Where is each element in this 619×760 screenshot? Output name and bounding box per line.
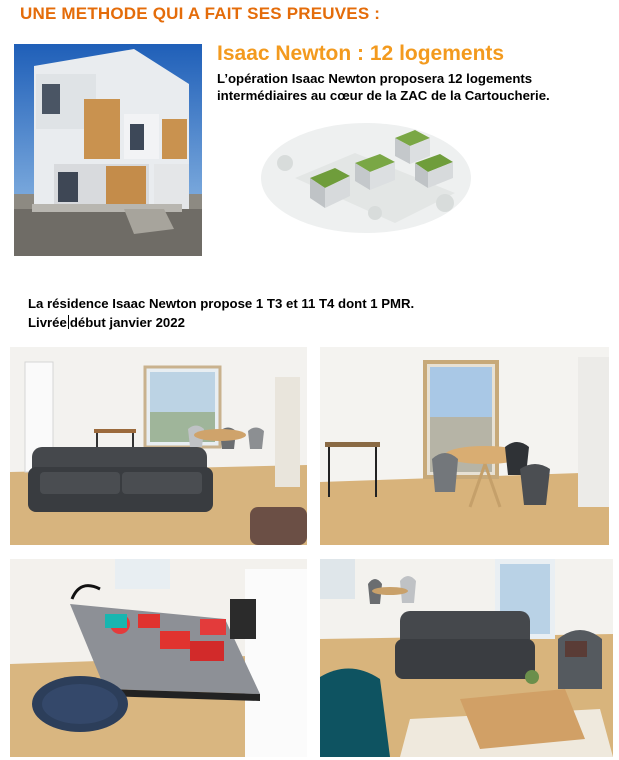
delivery-line	[28, 315, 185, 330]
lounge-photo	[320, 559, 613, 757]
project-title: Isaac Newton : 12 logements	[217, 42, 505, 65]
model-render	[255, 108, 477, 241]
building-photo	[14, 44, 202, 256]
main-heading: UNE METHODE QUI A FAIT SES PREUVES :	[20, 4, 381, 23]
dining-area-photo	[320, 347, 609, 545]
living-room-photo	[10, 347, 307, 545]
project-description: L’opération Isaac Newton proposera 12 logements intermédiaires au cœur de la ZAC de la Cartoucherie.	[217, 71, 550, 103]
text-cursor	[68, 315, 69, 329]
delivery-prefix: Livrée	[28, 315, 67, 330]
residence-composition: La résidence Isaac Newton propose 1 T3 et 11 T4 dont 1 PMR.	[28, 296, 415, 311]
bedroom-photo	[10, 559, 307, 757]
delivery-suffix: début janvier 2022	[69, 315, 185, 330]
